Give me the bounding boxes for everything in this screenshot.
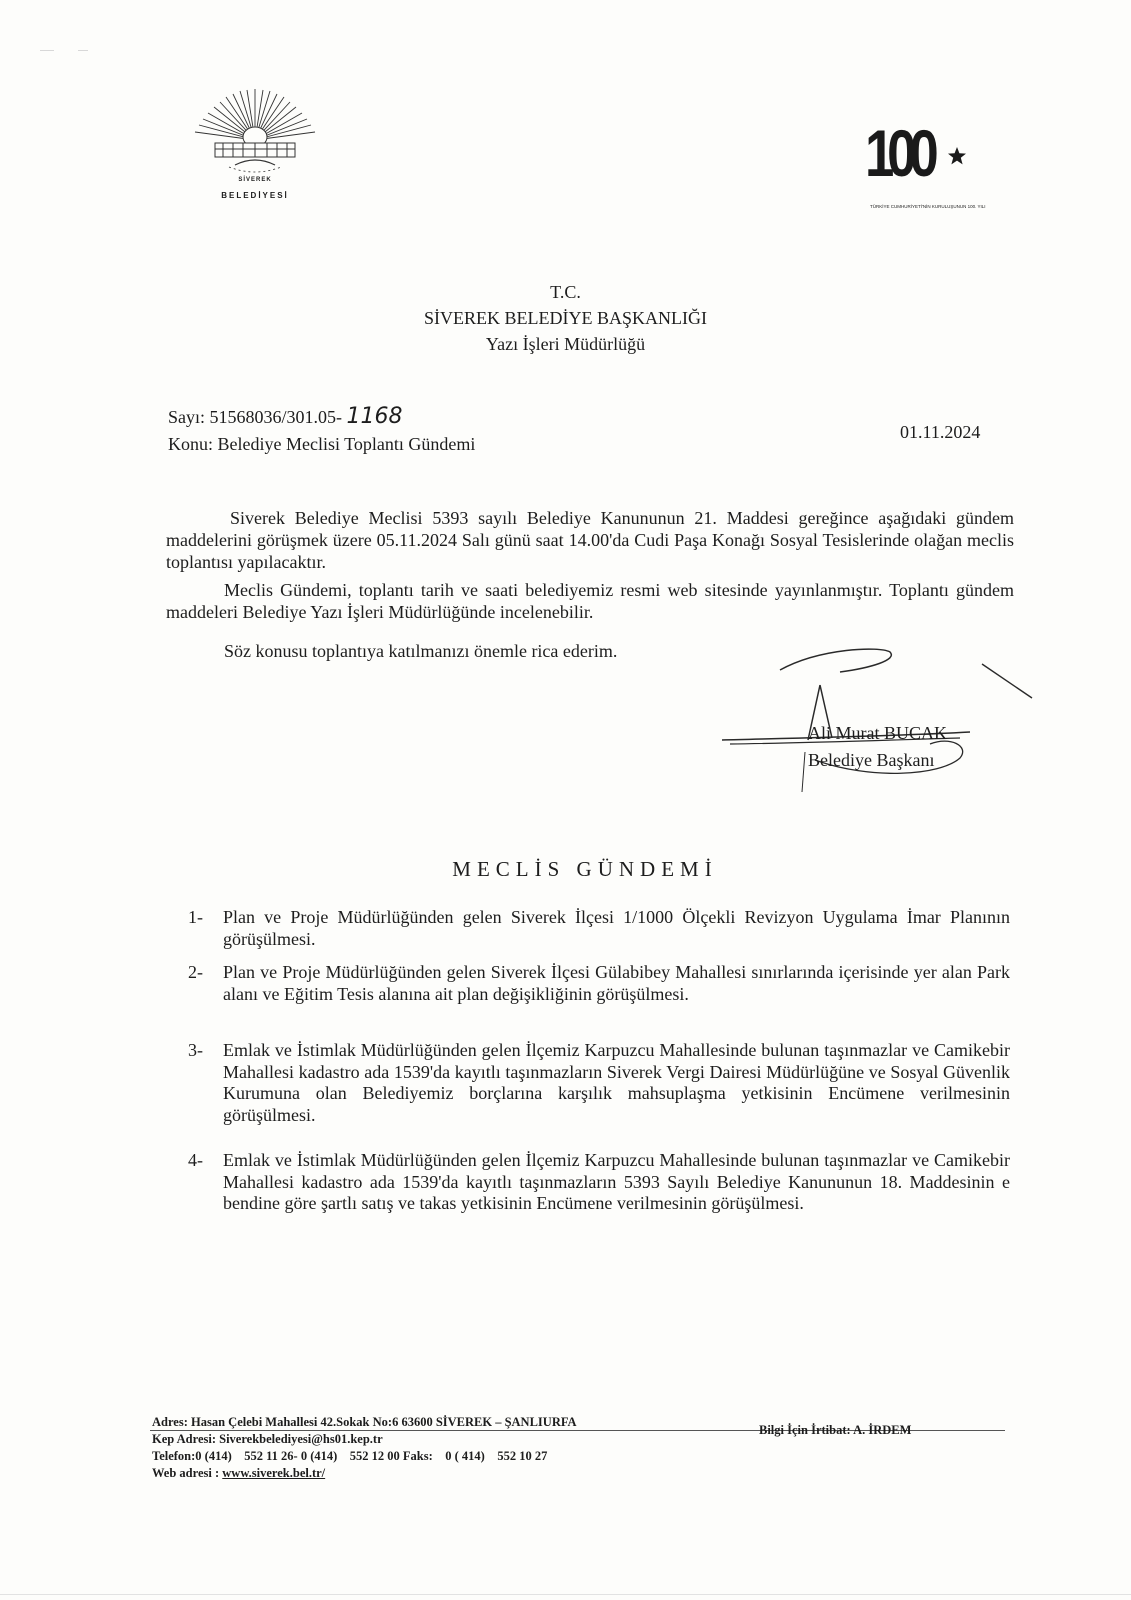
sayi-label: Sayı: 51568036/301.05- bbox=[168, 407, 342, 427]
footer-web bbox=[152, 1465, 1012, 1482]
centennial-number: 100 bbox=[865, 116, 932, 190]
agenda-item bbox=[188, 1150, 1010, 1242]
sayi-handwritten: 1168 bbox=[346, 404, 403, 429]
agenda-item-text: Emlak ve İstimlak Müdürlüğünden gelen İlçemiz Karpuzcu Mahallesinde bulunan taşınmazlar ve Camikebir Mahallesi kadastro ada 1539'da kayıtlı taşınmazların Siverek Vergi Dairesi Müdürlüğüne ve Sosyal Güvenlik Kurumuna olan Belediyemiz borçlarına karşılık mahsuplaşma yetkisinin Encümene verilmesinin görüşülmesi. bbox=[223, 1040, 1010, 1125]
header-department: Yazı İşleri Müdürlüğü bbox=[485, 334, 646, 354]
bottom-scan-edge bbox=[0, 1594, 1131, 1595]
signatory-name: Ali Murat BUCAK bbox=[808, 723, 947, 743]
agenda-item-number: 4- bbox=[188, 1150, 203, 1170]
body-paragraph-2: Meclis Gündemi, toplantı tarih ve saati belediyemiz resmi web sitesinde yayınlanmıştır. Toplantı gündem maddeleri Belediye Yazı İşleri Müdürlüğünde incelenebilir. bbox=[166, 580, 1014, 622]
agenda-title: MECLİS GÜNDEMİ bbox=[452, 857, 718, 881]
footer-contact-person: Bilgi İçin İrtibat: A. İRDEM bbox=[759, 1423, 912, 1437]
subject-line: Konu: Belediye Meclisi Toplantı Gündemi bbox=[168, 434, 476, 454]
header-tc: T.C. bbox=[550, 282, 581, 302]
header-institution: SİVEREK BELEDİYE BAŞKANLIĞI bbox=[424, 308, 707, 328]
agenda-item-text: Plan ve Proje Müdürlüğünden gelen Siverek İlçesi 1/1000 Ölçekli Revizyon Uygulama İmar Planının görüşülmesi. bbox=[223, 907, 1010, 949]
reference-number bbox=[168, 404, 403, 429]
body-paragraph-3: Söz konusu toplantıya katılmanızı önemle rica ederim. bbox=[224, 641, 618, 661]
agenda-item-number: 1- bbox=[188, 907, 203, 927]
agenda-item bbox=[188, 962, 1010, 1032]
signatory-title: Belediye Başkanı bbox=[808, 750, 935, 770]
document-date: 01.11.2024 bbox=[900, 422, 981, 442]
agenda-item-number: 3- bbox=[188, 1040, 203, 1060]
logo-text-small: SİVEREK bbox=[238, 177, 272, 183]
website-link[interactable]: www.siverek.bel.tr/ bbox=[222, 1465, 326, 1480]
footer-web-label: Web adresi : bbox=[152, 1465, 223, 1480]
centennial-logo bbox=[865, 116, 986, 230]
agenda-item-text: Emlak ve İstimlak Müdürlüğünden gelen İlçemiz Karpuzcu Mahallesinde bulunan taşınmazlar ve Camikebir Mahallesi kadastro ada 1539'da kayıtlı taşınmazların 5393 Sayılı Belediye Kanununun 18. Maddesinin e bendine göre şartlı satış ve takas yetkisinin Encümene verilmesinin görüşülmesi. bbox=[223, 1150, 1010, 1214]
footer bbox=[152, 1414, 1012, 1482]
agenda-item bbox=[188, 1040, 1010, 1132]
agenda-item bbox=[188, 907, 1010, 955]
scan-mark bbox=[40, 50, 54, 51]
scan-mark bbox=[78, 50, 88, 51]
footer-kep: Kep Adresi: Siverekbelediyesi@hs01.kep.tr bbox=[152, 1432, 383, 1446]
logo-text-main: BELEDİYESİ bbox=[221, 191, 289, 200]
handwritten-signature bbox=[720, 640, 1040, 800]
sunburst-emblem-icon bbox=[185, 85, 325, 180]
body-paragraph-1: Siverek Belediye Meclisi 5393 sayılı Belediye Kanununun 21. Maddesi gereğince aşağıdaki gündem maddelerini görüşmek üzere 05.11.2024 Salı günü saat 14.00'da Cudi Paşa Konağı Sosyal Tesislerinde olağan meclis toplantısı yapılacaktır. bbox=[166, 508, 1014, 572]
star-icon bbox=[947, 146, 967, 166]
agenda-item-text: Plan ve Proje Müdürlüğünden gelen Siverek İlçesi Gülabibey Mahallesi sınırlarında içerisinde yer alan Park alanı ve Eğitim Tesis alanına ait plan değişikliğinin görüşülmesi. bbox=[223, 962, 1010, 1004]
centennial-caption: TÜRKİYE CUMHURİYETİ'NİN KURULUŞUNUN 100. YILI bbox=[870, 204, 986, 209]
agenda-item-number: 2- bbox=[188, 962, 203, 982]
footer-address: Adres: Hasan Çelebi Mahallesi 42.Sokak No:6 63600 SİVEREK – ŞANLIURFA bbox=[152, 1415, 577, 1429]
municipality-logo bbox=[185, 85, 325, 205]
footer-phone: Telefon:0 (414) 552 11 26- 0 (414) 552 12 00 Faks: 0 ( 414) 552 10 27 bbox=[152, 1448, 548, 1463]
